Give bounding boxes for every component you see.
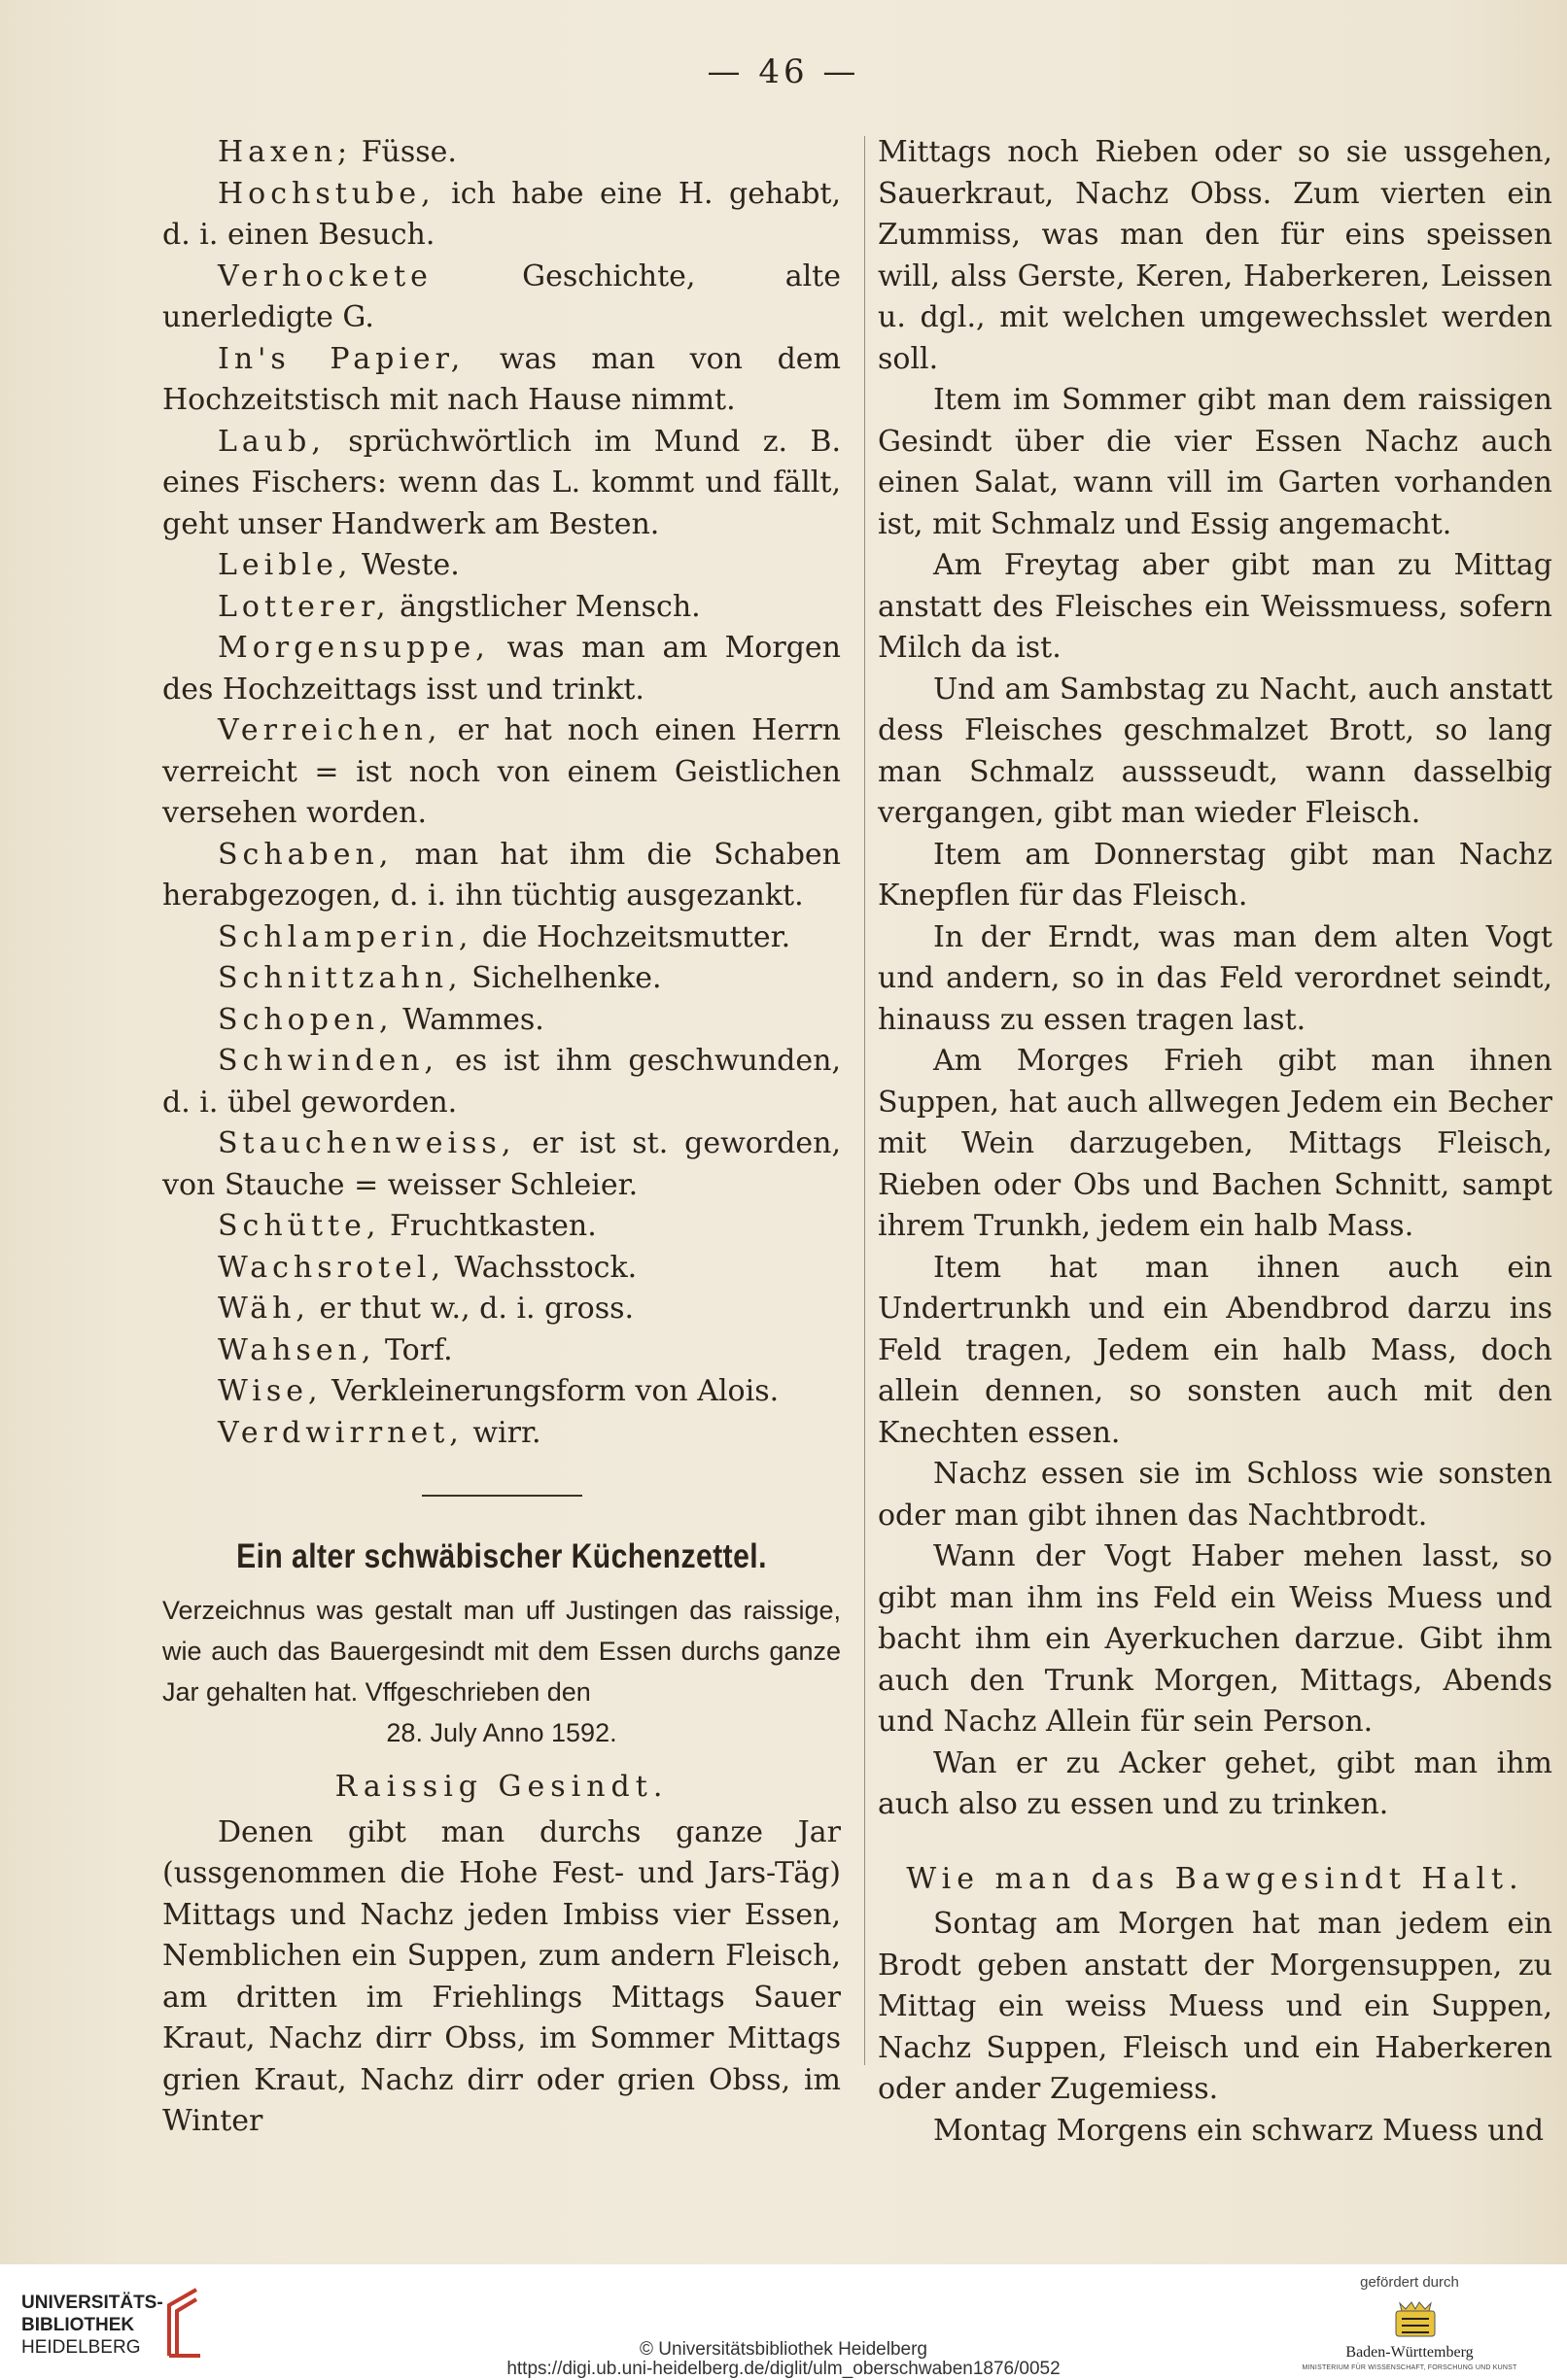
funded-by-label: gefördert durch [1360, 2274, 1459, 2291]
entry-definition: Torf. [375, 1332, 453, 1367]
glossary-entry [162, 1330, 841, 1372]
entry-headword: Leible, [218, 548, 353, 582]
entry-definition: Sichelhenke. [462, 961, 662, 995]
entry-headword: Schopen, [218, 1002, 394, 1037]
entry-definition: es ist ihm geschwunden, d. i. übel geworden. [162, 1044, 841, 1120]
article-paragraph: Montag Morgens ein schwarz Muess und [933, 2113, 1545, 2148]
right-paragraphs-2 [878, 1904, 1552, 2152]
glossary-entry [162, 545, 841, 587]
article-date: 28. July Anno 1592. [386, 1718, 617, 1747]
article-paragraph: Nachz essen sie im Schloss wie sonsten oder man gibt ihnen das Nachtbrodt. [878, 1457, 1552, 1533]
entry-headword: Schütte, [218, 1209, 381, 1243]
glossary-entry [162, 1371, 841, 1413]
glossary-entry [162, 587, 841, 629]
entry-definition: Geschichte, alte unerledigte G. [162, 259, 841, 334]
copyright-notice: © Universitätsbibliothek Heidelberg [640, 2339, 927, 2360]
entry-definition: Verkleinerungsform von Alois. [322, 1374, 780, 1408]
entry-headword: Wäh, [218, 1292, 310, 1326]
article-paragraph: Item hat man ihnen auch ein Undertrunkh und ein Abendbrod darzu ins Feld tragen, Jedem ein halb Mass, doch allein dennen, so sonsten auch mit den Knechten essen. [878, 1250, 1552, 1450]
entry-definition: was man von dem Hochzeitstisch mit nach Hause nimmt. [162, 341, 841, 417]
entry-headword: Schaben, [218, 837, 394, 872]
entry-definition: Wammes. [393, 1002, 544, 1037]
library-name-line3: HEIDELBERG [21, 2337, 141, 2358]
entry-headword: Verhockete [218, 259, 433, 293]
entry-definition: er thut w., d. i. gross. [309, 1292, 635, 1326]
glossary-entry [162, 132, 841, 174]
entry-headword: Verreichen, [218, 713, 442, 747]
entry-definition: ich habe eine H. gehabt, d. i. einen Besuch. [162, 176, 841, 252]
section-divider [422, 1495, 582, 1497]
glossary-entry [162, 628, 841, 710]
entry-headword: Verdwirrnet, [218, 1415, 464, 1450]
column-divider [864, 136, 865, 2065]
article-paragraph: Wan er zu Acker gehet, gibt man ihm auch also zu essen und zu trinken. [878, 1745, 1552, 1821]
entry-definition: die Hochzeitsmutter. [472, 919, 791, 954]
right-column [878, 132, 1552, 2152]
entry-definition: Wachsstock. [444, 1250, 638, 1285]
entry-definition: Weste. [352, 548, 460, 582]
page-number: — 46 — [707, 52, 860, 91]
library-name-line1: UNIVERSITÄTS- [21, 2293, 163, 2313]
glossary-entry [162, 835, 841, 917]
article-paragraph: Am Freytag aber gibt man zu Mittag anstatt des Fleisches ein Weissmuess, sofern Milch da ist. [878, 548, 1552, 665]
entry-headword: Laub, [218, 424, 326, 459]
entry-headword: Haxen; [218, 135, 353, 169]
entry-headword: Morgensuppe, [218, 631, 490, 665]
entry-definition: er ist st. geworden, von Stauche = weisser Schleier. [162, 1126, 841, 1202]
state-name: Baden-Württemberg [1345, 2344, 1474, 2361]
entry-definition: man hat ihm die Schaben herabgezogen, d. i. ihn tüchtig ausgezankt. [162, 837, 841, 913]
footer [0, 2264, 1567, 2380]
entry-definition: Fruchtkasten. [380, 1209, 597, 1243]
glossary-entry [162, 257, 841, 339]
article-paragraph: In der Erndt, was man dem alten Vogt und andern, so in das Feld verordnet seindt, hinauss zu essen tragen last. [878, 919, 1552, 1037]
entry-definition: ängstlicher Mensch. [390, 589, 701, 624]
entry-headword: Hochstube, [218, 176, 435, 211]
glossary-entry [162, 710, 841, 835]
permalink-url[interactable]: https://digi.ub.uni-heidelberg.de/diglit/ulm_oberschwaben1876/0052 [506, 2359, 1061, 2379]
article-paragraph: Mittags noch Rieben oder so sie ussgehen, Sauerkraut, Nachz Obss. Zum vierten ein Zummiss, was man den für eins speissen will, alss Gerste, Keren, Haberkeren, Leissen u. dgl., mit welchen umgewechsslet werden soll. [878, 135, 1552, 376]
article-paragraph: Item im Sommer gibt man dem raissigen Gesindt über die vier Essen Nachz auch einen Salat, wann vill im Garten vorhanden ist, mit Schmalz und Essig angemacht. [878, 383, 1552, 541]
glossary-entry [162, 1000, 841, 1042]
library-name-line2: BIBLIOTHEK [21, 2315, 135, 2335]
state-crest-icon [1392, 2297, 1439, 2340]
glossary-entry [162, 958, 841, 1000]
glossary-entry [162, 422, 841, 546]
entry-definition: wirr. [463, 1415, 541, 1450]
ministry-name: MINISTERIUM FÜR WISSENSCHAFT, FORSCHUNG UND KUNST [1302, 2364, 1517, 2371]
entry-headword: Stauchenweiss, [218, 1126, 516, 1160]
glossary-entry [162, 174, 841, 257]
article-title: Ein alter schwäbischer Küchenzettel. [236, 1537, 767, 1575]
glossary-entry [162, 1041, 841, 1123]
entry-definition: sprüchwörtlich im Mund z. B. eines Fischers: wenn das L. kommt und fällt, geht unser Handwerk am Besten. [162, 424, 841, 541]
article-paragraph: Wann der Vogt Haber mehen lasst, so gibt man ihm ins Feld ein Weiss Muess und bacht ihm ein Ayerkuchen darzue. Gibt ihm auch den Trunk Morgen, Mittags, Abends und Nachz Allein für sein Person. [878, 1539, 1552, 1739]
entry-headword: Wise, [218, 1374, 323, 1408]
article-paragraph: Und am Sambstag zu Nacht, auch anstatt dess Fleisches geschmalzet Brott, so lang man Schmalz aussseudt, wann dasselbig vergangen, gibt man wieder Fleisch. [878, 672, 1552, 830]
entry-definition: Füsse. [352, 135, 457, 169]
entry-headword: Wahsen, [218, 1332, 376, 1367]
left-column [162, 132, 841, 2143]
article-paragraph: Item am Donnerstag gibt man Nachz Knepflen für das Fleisch. [878, 837, 1552, 913]
right-paragraphs [878, 132, 1552, 1826]
subheading-raissig-gesindt: Raissig Gesindt. [334, 1770, 669, 1804]
glossary-entries [162, 132, 841, 1454]
article-paragraph: Am Morges Frieh gibt man ihnen Suppen, hat auch allwegen Jedem ein Becher mit Wein darzugeben, Mittags Fleisch, Rieben oder Obs und Bachen Schnitt, sampt ihrem Trunkh, jedem ein halb Mass. [878, 1044, 1552, 1243]
article-body-paragraph: Denen gibt man durchs ganze Jar (ussgenommen die Hohe Fest- und Jars-Täg) Mittags und Nachz jeden Imbiss vier Essen, Nemblichen ein Suppen, zum andern Fleisch, am dritten im Friehlings Mittags Sauer Kraut, Nachz dirr Obss, im Sommer Mittags grien Kraut, Nachz dirr oder grien Obss, im Winter [162, 1814, 841, 2138]
subheading-bawgesindt: Wie man das Bawgesindt Halt. [906, 1861, 1524, 1896]
entry-headword: Lotterer, [218, 589, 391, 624]
glossary-entry [162, 1248, 841, 1290]
entry-headword: In's Papier, [218, 341, 466, 376]
article-intro: Verzeichnus was gestalt man uff Justingen das raissige, wie auch das Bauergesindt mit dem Essen durchs ganze Jar gehalten hat. Vffgeschrieben den [162, 1596, 841, 1707]
glossary-entry [162, 1289, 841, 1330]
glossary-entry [162, 1123, 841, 1206]
glossary-entry [162, 1413, 841, 1455]
glossary-entry [162, 339, 841, 422]
entry-definition: was man am Morgen des Hochzeittags isst und trinkt. [162, 631, 841, 707]
glossary-entry [162, 1206, 841, 1248]
entry-headword: Schwinden, [218, 1044, 439, 1078]
entry-headword: Schnittzahn, [218, 961, 463, 995]
entry-headword: Schlamperin, [218, 919, 473, 954]
entry-headword: Wachsrotel, [218, 1250, 445, 1285]
glossary-entry [162, 917, 841, 959]
article-paragraph: Sontag am Morgen hat man jedem ein Brodt geben anstatt der Morgensuppen, zu Mittag ein weiss Muess und ein Suppen, Nachz Suppen, Fleisch und ein Haberkeren oder ander Zugemiess. [878, 1907, 1552, 2106]
entry-definition: er hat noch einen Herrn verreicht = ist noch von einem Geistlichen versehen worden. [162, 713, 841, 830]
